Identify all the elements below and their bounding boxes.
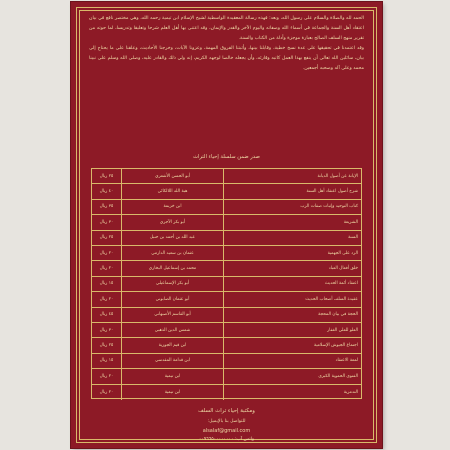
book-title-cell: الرد على الجهمية bbox=[223, 246, 361, 260]
contact-email: alsalaf@gmail.com bbox=[202, 428, 251, 434]
book-title-cell: شرح أصول اعتقاد أهل السنة bbox=[223, 184, 361, 198]
book-title-cell: خلق أفعال العباد bbox=[223, 261, 361, 275]
book-price-cell: ٢٠ ريال bbox=[99, 266, 114, 272]
table-row bbox=[92, 169, 361, 184]
contact-phone: واتس آب: ٠٠٩٦٦٥٠٠٠٠٠٠٠٠ bbox=[198, 437, 255, 442]
book-title-cell: العلو للعلي الغفار bbox=[223, 323, 361, 337]
table-row bbox=[92, 200, 361, 215]
book-author-cell: ابن تيمية bbox=[121, 369, 223, 383]
book-title-cell: الإبانة عن أصول الديانة bbox=[223, 169, 361, 183]
book-author-cell: محمد بن إسماعيل البخاري bbox=[121, 261, 223, 275]
book-price-cell: ٢٥ ريال bbox=[99, 343, 114, 349]
book-price-cell: ٢٥ ريال bbox=[99, 235, 114, 241]
book-price-cell: ٢٠ ريال bbox=[99, 373, 114, 379]
book-price-cell: ٣٠ ريال bbox=[99, 219, 114, 225]
book-price-cell: ٤٥ ريال bbox=[99, 312, 114, 318]
book-author-cell: أبو بكر الآجري bbox=[121, 215, 223, 229]
intro-paragraph-2: وقد اعتمدنا في تحقيقها على عدة نسخ خطية، وقابلنا بينها، وأثبتنا الفروق المهمة، وعزونا الآيات، وخرجنا الأحاديث، وعلقنا على ما يحتاج إلى بيان، سائلين الله تعالى أن ينفع بهذا العمل كاتبه وقارئه، وأن يجعله خالصا لوجهه الكريم، إنه ولي ذلك والقادر عليه، وصلى الله وسلم على نبينا محمد وعلى آله وصحبه أجمعين. bbox=[89, 46, 364, 71]
book-price-cell: ٤٠ ريال bbox=[99, 189, 114, 195]
book-title-cell: اجتماع الجيوش الإسلامية bbox=[223, 338, 361, 352]
book-back-cover bbox=[71, 2, 382, 448]
book-author-cell: ابن قدامة المقدسي bbox=[121, 354, 223, 368]
book-author-cell: ابن قيم الجوزية bbox=[121, 338, 223, 352]
book-title-cell: السنة bbox=[223, 231, 361, 245]
table-row bbox=[92, 215, 361, 230]
book-author-cell: أبو بكر الإسماعيلي bbox=[121, 277, 223, 291]
table-row bbox=[92, 277, 361, 292]
book-author-cell: عثمان بن سعيد الدارمي bbox=[121, 246, 223, 260]
book-price-cell: ٢٠ ريال bbox=[99, 389, 114, 395]
book-price-cell: ٢٥ ريال bbox=[99, 173, 114, 179]
book-author-cell: هبة الله اللالكائي bbox=[121, 184, 223, 198]
contact-label: للتواصل بنا بالإيميل: bbox=[207, 419, 246, 424]
table-row bbox=[92, 231, 361, 246]
book-author-cell: ابن خزيمة bbox=[121, 200, 223, 214]
book-title-cell: الحجة في بيان المحجة bbox=[223, 308, 361, 322]
book-list-table bbox=[91, 168, 362, 399]
book-price-cell: ١٥ ريال bbox=[99, 358, 114, 364]
book-title-cell: التدمرية bbox=[223, 385, 361, 400]
book-price-cell: ٢٠ ريال bbox=[99, 250, 114, 256]
book-title-cell: اعتقاد أئمة الحديث bbox=[223, 277, 361, 291]
table-row bbox=[92, 308, 361, 323]
table-row bbox=[92, 369, 361, 384]
book-price-cell: ٢٠ ريال bbox=[99, 296, 114, 302]
table-row bbox=[92, 292, 361, 307]
book-author-cell: ابن تيمية bbox=[121, 385, 223, 400]
book-price-cell: ٣٥ ريال bbox=[99, 204, 114, 210]
book-author-cell: شمس الدين الذهبي bbox=[121, 323, 223, 337]
book-author-cell: أبو الحسن الأشعري bbox=[121, 169, 223, 183]
table-row bbox=[92, 338, 361, 353]
table-row bbox=[92, 385, 361, 400]
book-title-cell: لمعة الاعتقاد bbox=[223, 354, 361, 368]
table-row bbox=[92, 246, 361, 261]
book-price-cell: ٣٠ ريال bbox=[99, 327, 114, 333]
table-row bbox=[92, 184, 361, 199]
book-title-cell: عقيدة السلف أصحاب الحديث bbox=[223, 292, 361, 306]
book-author-cell: أبو عثمان الصابوني bbox=[121, 292, 223, 306]
book-author-cell: عبد الله بن أحمد بن حنبل bbox=[121, 231, 223, 245]
book-author-cell: أبو القاسم الأصبهاني bbox=[121, 308, 223, 322]
table-row bbox=[92, 323, 361, 338]
book-title-cell: الشريعة bbox=[223, 215, 361, 229]
intro-text bbox=[89, 14, 364, 142]
book-price-cell: ١٥ ريال bbox=[99, 281, 114, 287]
table-row bbox=[92, 261, 361, 276]
table-row bbox=[92, 354, 361, 369]
book-title-cell: الفتوى الحموية الكبرى bbox=[223, 369, 361, 383]
intro-paragraph-1: الحمد لله والصلاة والسلام على رسول الله، وبعد: فهذه رسالة المعقيدة الواسطية لشيخ الإسلام ابن تيمية رحمه الله، وهي مختصر نافع في بيان اعتقاد أهل السنة والجماعة في أسماء الله وصفاته واليوم الآخر والقدر والإيمان، وقد اعتنى بها أهل العلم شرحا وتعليقا وتدريسا، لما حوته من تقرير منهج السلف الصالح بعبارة موجزة وأدلة من الكتاب والسنة. bbox=[89, 16, 364, 41]
book-title-cell: كتاب التوحيد وإثبات صفات الرب bbox=[223, 200, 361, 214]
publisher-name: ومكتبة إحياء تراث السلف bbox=[198, 408, 255, 414]
series-list-title: صدر ضمن سلسلة إحياء التراث bbox=[193, 154, 260, 160]
